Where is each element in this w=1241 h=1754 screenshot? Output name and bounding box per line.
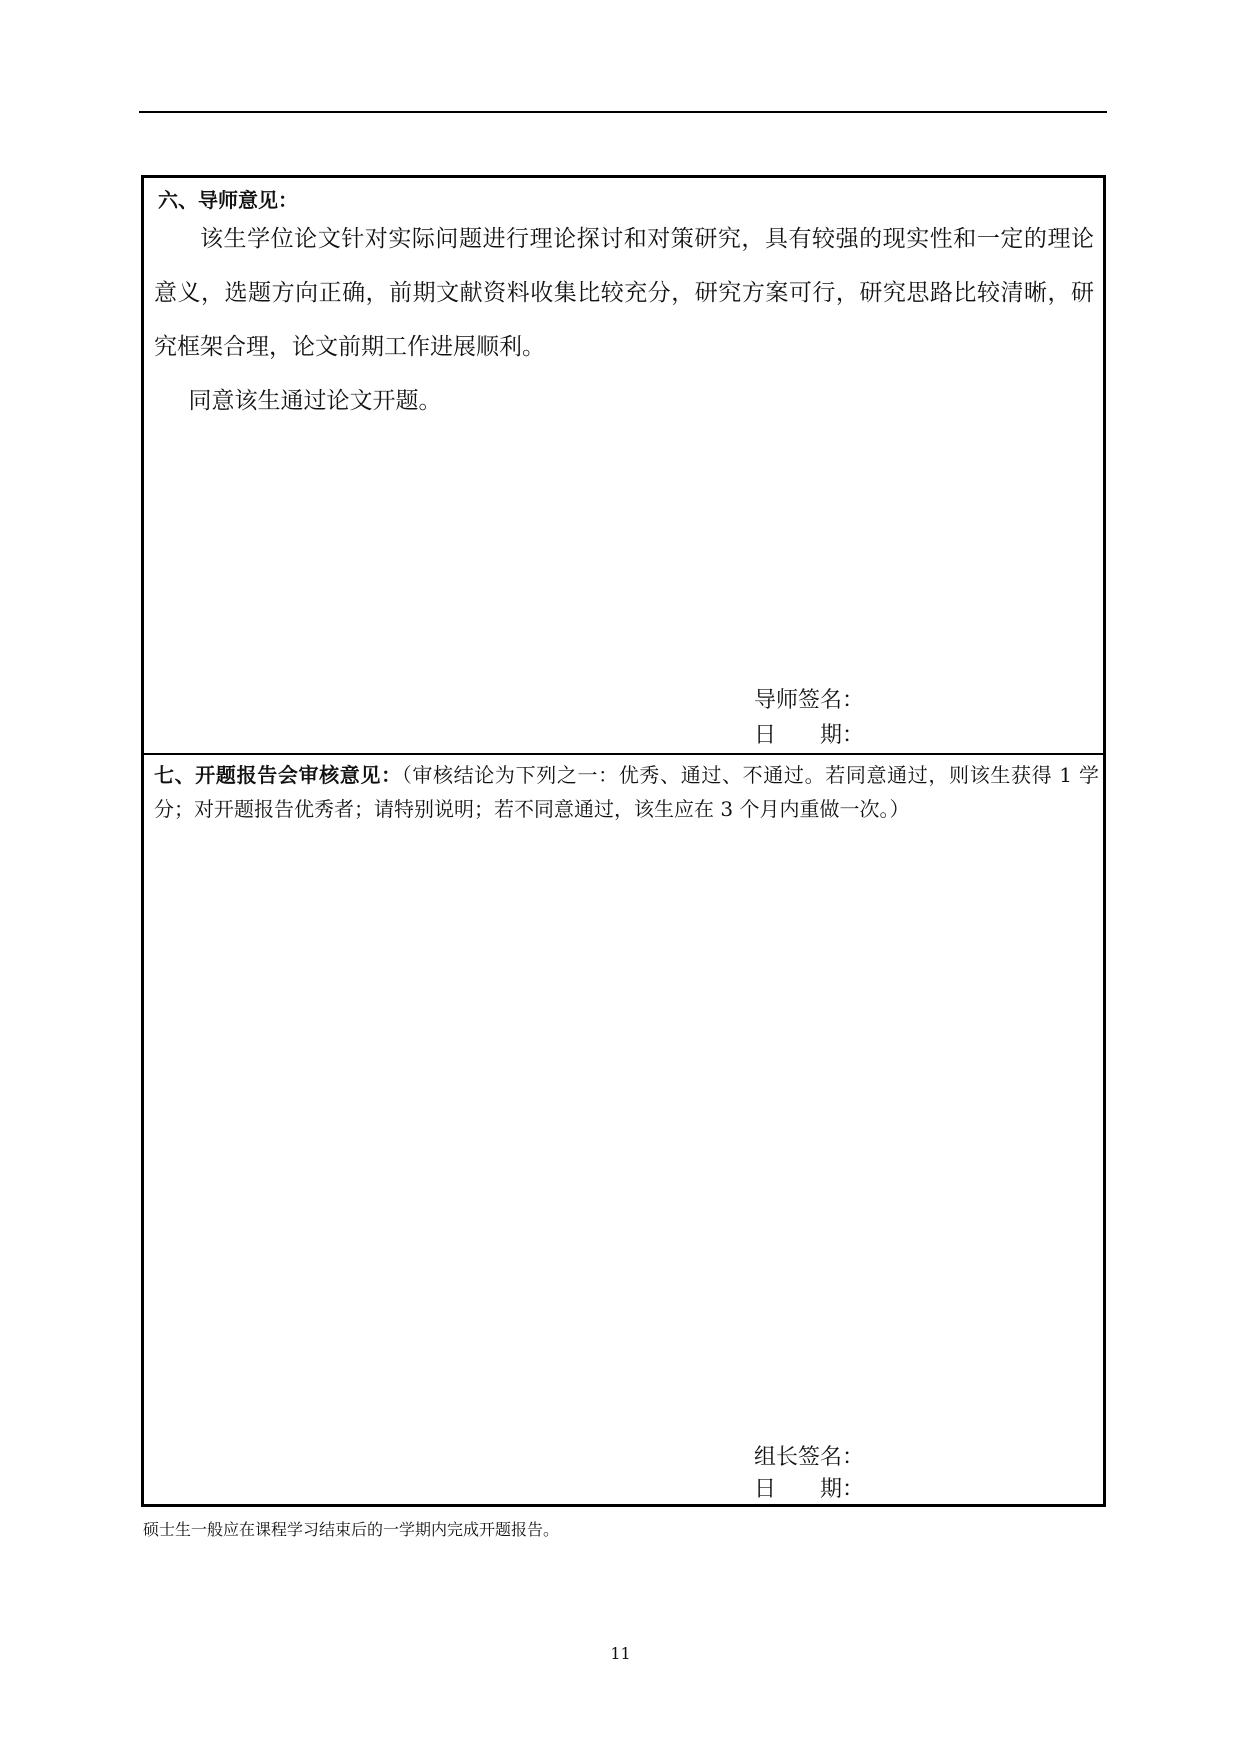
review-form bbox=[141, 175, 1106, 1507]
section7-instruction: （审核结论为下列之一：优秀、通过、不通过。若同意通过，则该生获得 1 学分；对开题报告优秀者；请特别说明；若不同意通过，该生应在 3 个月内重做一次。） bbox=[154, 763, 1099, 821]
advisor-opinion-paragraph: 该生学位论文针对实际问题进行理论探讨和对策研究，具有较强的现实性和一定的理论意义，选题方向正确，前期文献资料收集比较充分，研究方案可行，研究思路比较清晰，研究框架合理，论文前期工作进展顺利。 bbox=[154, 226, 1094, 360]
section6-body bbox=[154, 212, 1094, 428]
advisor-approval-paragraph: 同意该生通过论文开题。 bbox=[188, 388, 442, 414]
section7-text bbox=[154, 758, 1099, 826]
header-rule bbox=[139, 111, 1107, 113]
leader-signature-label: 组长签名： bbox=[754, 1445, 865, 1470]
advisor-date-label: 日 期： bbox=[754, 723, 865, 748]
section7-heading: 七、开题报告会审核意见： bbox=[154, 763, 402, 787]
leader-date-label: 日 期： bbox=[754, 1477, 865, 1502]
footnote: 硕士生一般应在课程学习结束后的一学期内完成开题报告。 bbox=[143, 1520, 560, 1539]
advisor-signature-label: 导师签名： bbox=[754, 688, 865, 713]
page-number: 11 bbox=[610, 1644, 631, 1663]
section6-heading: 六、导师意见： bbox=[158, 188, 298, 212]
section-divider bbox=[144, 753, 1103, 755]
